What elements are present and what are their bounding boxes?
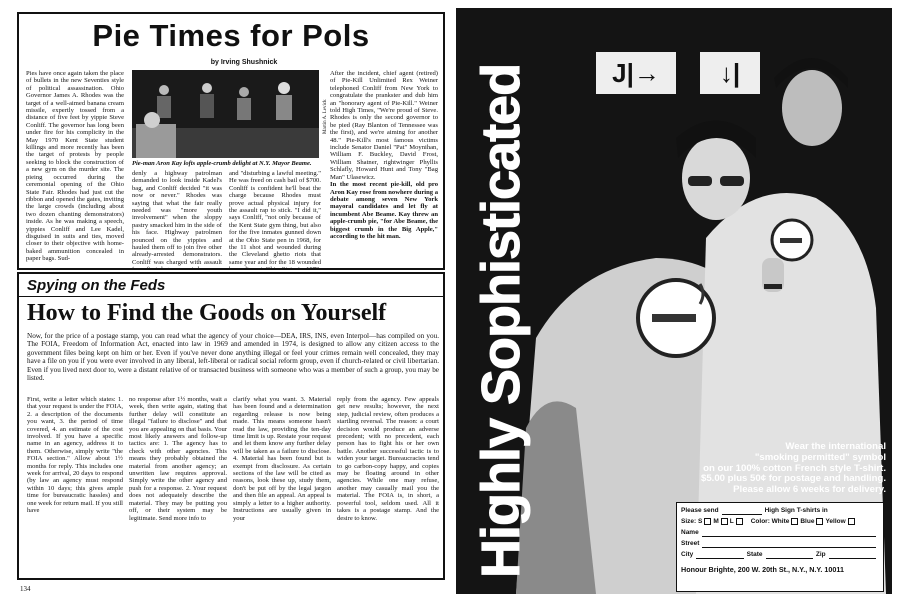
top-col-2: denly a highway patrolman demanded to look inside Kadel's bag, and Conliff decided "it was now or never." Rhodes was saying that what the fair really needed was "more youth involvement" when the sloppy pastry smacked him in the side of his face. Highway patrolmen pounced on the yippies and hauled them off to join five other already-arrested demonstrators. Conliff was charged with assault	[132, 170, 222, 266]
size-m-label: M	[713, 518, 719, 525]
city-field[interactable]	[696, 551, 743, 559]
size-l-label: L	[729, 518, 734, 525]
top-col-1: Pies have once again taken the place of bullets in the new Seventies style of political assassination. Ohio Governor James A. Rhodes was the target of a well-aimed banana cream missile, expertly tossed from a distance of five feet by yippie Steve Conliff. The governor has long been under fire for his complicity in the May 1970 Kent State student killings and more recently has been the target of protests by people seeking to block the construction of a new gym on the murder site. The pieing occurred during the ceremonial opening of the Ohio State Fair. Rhodes had just cut the ribbon and opened the gates, inviting the large crowds (including about two dozen chanting demonstrators) inside. As he was making a speech, yippies Conliff and Lee Kadel, disguised in suits and ties, moved closer to their objective with home-baked ammunition concealed in paper bags. Sud-	[26, 70, 124, 263]
bottom-col-2: no response after 1½ months, wait a week, then write again, stating that further delay will constitute an illegal "failure to disclose" and that you are appealing on that basis. Your most likely answers and follow-up tactics are: 1. The agency has to check with other agencies. This means they probably obtained the material from another agency; an unwritten law requires approval. Simply write the other agency and push for a response. 2. Your request does not adequately describe the material. They may be putting you off, or their system may be legitimate. Send more info to	[129, 396, 227, 522]
page-number: 134	[20, 585, 31, 593]
bottom-intro: Now, for the price of a postage stamp, you can read what the agency of your choice—DEA, IRS, INS, even Interpol—has compiled on you. The FOIA, Freedom of Information Act, enacted into law in 1969 and amended in 1974, is designed to allow any citizen access to the government files being kept on him or her. Even if you've never done anything illegal or feel your crimes remain well concealed, they may have a file on you if you were ever involved in any liberal, left-liberal or radical social reform group, even if church-related or civil libertarian. Even if you lived next door to, were a distant relative of or transacted business with someone who was a member of such a group, you may be listed.	[27, 332, 439, 383]
form-row-name	[681, 527, 879, 538]
size-s-checkbox[interactable]	[704, 518, 711, 525]
please-send-label: Please send	[681, 507, 719, 514]
bottom-col-1: First, write a letter which states: 1. that your request is under the FOIA, 2. a description of the documents you want, 3. the period of time covered, 4. an estimate of the cost involved. If you have a specific name in an agency, address it to them. Otherwise, simply write "the FOIA section." Allow about 1½ months for reply. This includes one week for arrival, 20 days to respond (by law an agency must respond within 10 days; this gives ample time for bureaucratic hassles) and one week for return mail. If you still have	[27, 396, 123, 515]
pie-photo-scene	[132, 70, 319, 158]
bottom-article-box	[17, 272, 445, 580]
top-col-4a: After the incident, chief agent (retired) of Pie-Kill Unlimited Rex Weiner telephoned Conliff from New York to congratulate the prankster and dub him an "honorary agent of Pie-Kill." Weiner told High Times, "We're proud of Steve. Rhodes is only the second governor to be pied (Ray Blanton of Tennessee was the first), and we're aiming for another 48." Pie-Kill's most famous victims include Senator Daniel "Pat" Moynihan, William F. Buckley, David Frost, William Shatner, rightwinger Phyllis Schlafly, Howard Hunt and Tony "Bag Man" Ulasewicz.	[330, 70, 438, 181]
sign-right: ↓|	[700, 52, 760, 94]
ad-copy	[701, 442, 886, 496]
color-white-checkbox[interactable]	[791, 518, 798, 525]
form-row-city	[681, 549, 879, 560]
name-field[interactable]	[702, 529, 876, 537]
ad-line-4: $5.00 plus 50¢ for postage and handling.	[701, 473, 886, 485]
top-article-box	[17, 12, 445, 270]
form-row-street	[681, 538, 879, 549]
form-row-quantity	[681, 505, 879, 516]
sign-left: J|→	[596, 52, 676, 94]
order-form	[676, 502, 884, 592]
color-blue-label: Blue	[800, 518, 815, 525]
kicker: Spying on the Feds	[27, 277, 166, 294]
photo-credit: Martin A. Levick	[323, 99, 328, 134]
shirts-label: High Sign T-shirts in	[764, 507, 828, 514]
color-yellow-checkbox[interactable]	[848, 518, 855, 525]
byline: by Irving Shushnick	[210, 59, 278, 66]
top-article-title: Pie Times for Pols	[92, 18, 370, 53]
ad-vertical-title: Highly Sophisticated	[471, 63, 531, 578]
size-l-checkbox[interactable]	[736, 518, 743, 525]
ad-line-1: Wear the international	[785, 441, 886, 452]
kicker-rule	[19, 296, 443, 297]
color-blue-checkbox[interactable]	[816, 518, 823, 525]
bottom-col-4: reply from the agency. Few appeals get new results; however, the next step, judicial review, often produces a startling reversal. The reason: a court decision would produce an adverse precedent; with no precedent, each person has to fight his or her own battle. Another successful tactic is to widen your target. Bureaucracies tend to go carbon-copy happy, and copies may be floating around in other agencies. While one may refuse, another may casually mail you the material. The FOIA is, in short, a powerful tool, seldom used. All it takes is a postage stamp. And the desire to know.	[337, 396, 439, 522]
size-m-checkbox[interactable]	[721, 518, 728, 525]
size-label: Size: S	[681, 518, 703, 525]
ad-line-2: "smoking permitted" symbol	[754, 451, 886, 463]
color-label: Color: White	[750, 518, 790, 525]
zip-label: Zip	[815, 551, 826, 558]
city-label: City	[681, 551, 694, 558]
street-label: Street	[681, 540, 700, 547]
form-address: Honour Brighte, 200 W. 20th St., N.Y., N.Y. 10011	[681, 565, 844, 574]
bottom-article-title: How to Find the Goods on Yourself	[27, 300, 387, 326]
ad-line-3: on our 100% cotton French style T-shirt.	[703, 462, 886, 474]
top-col-4	[330, 70, 438, 268]
state-field[interactable]	[766, 551, 813, 559]
zip-field[interactable]	[829, 551, 876, 559]
state-label: State	[746, 551, 763, 558]
photo-caption: Pie-man Aron Kay lofts apple-crumb delight at N.Y. Mayor Beame.	[132, 160, 312, 167]
ad-line-5: Please allow 6 weeks for delivery.	[733, 484, 886, 496]
bottom-col-3: clarify what you want. 3. Material has been found and a determination regarding release is now being made. This means someone hasn't read the law, providing the ten-day time limit is up. Restate your request and let them know any further delay will be taken as a failure to disclose. 4. Material has been found but is exempt from disclosure. As certain sections of the law will be cited as reasons, look these up, study them, don't be put off by the legal jargon and then file an appeal. An appeal is simply a letter to a higher authority. Instructions are usually given in your	[233, 396, 331, 522]
street-field[interactable]	[702, 540, 876, 548]
quantity-field[interactable]	[722, 507, 762, 515]
color-yellow-label: Yellow	[825, 518, 846, 525]
pie-photo	[132, 70, 319, 158]
top-col-3: and "disturbing a lawful meeting." He was freed on cash bail of $700. Conliff is confident he'll beat the charge because Rhodes must prove actual physical injury for the assault rap to stick. "I did it," says Conliff, "not only because of the Kent State gym thing, but also for the five inmates gunned down at the Ohio State pen in 1968, for the 11 shot and wounded during the Cleveland ghetto riots that same year and for the 18 wounded	[229, 170, 321, 266]
top-col-4b: In the most recent pie-kill, old pro Aron Kay rose from nowhere during a debate among seven New York mayoral candidates and let fly at incumbent Abe Beame. Kay threw an apple-crumb pie, "for Abe Beame, the biggest crumb in the Big Apple," according to the hit man.	[330, 181, 438, 240]
form-row-size-color	[681, 516, 879, 527]
name-label: Name	[681, 529, 699, 536]
